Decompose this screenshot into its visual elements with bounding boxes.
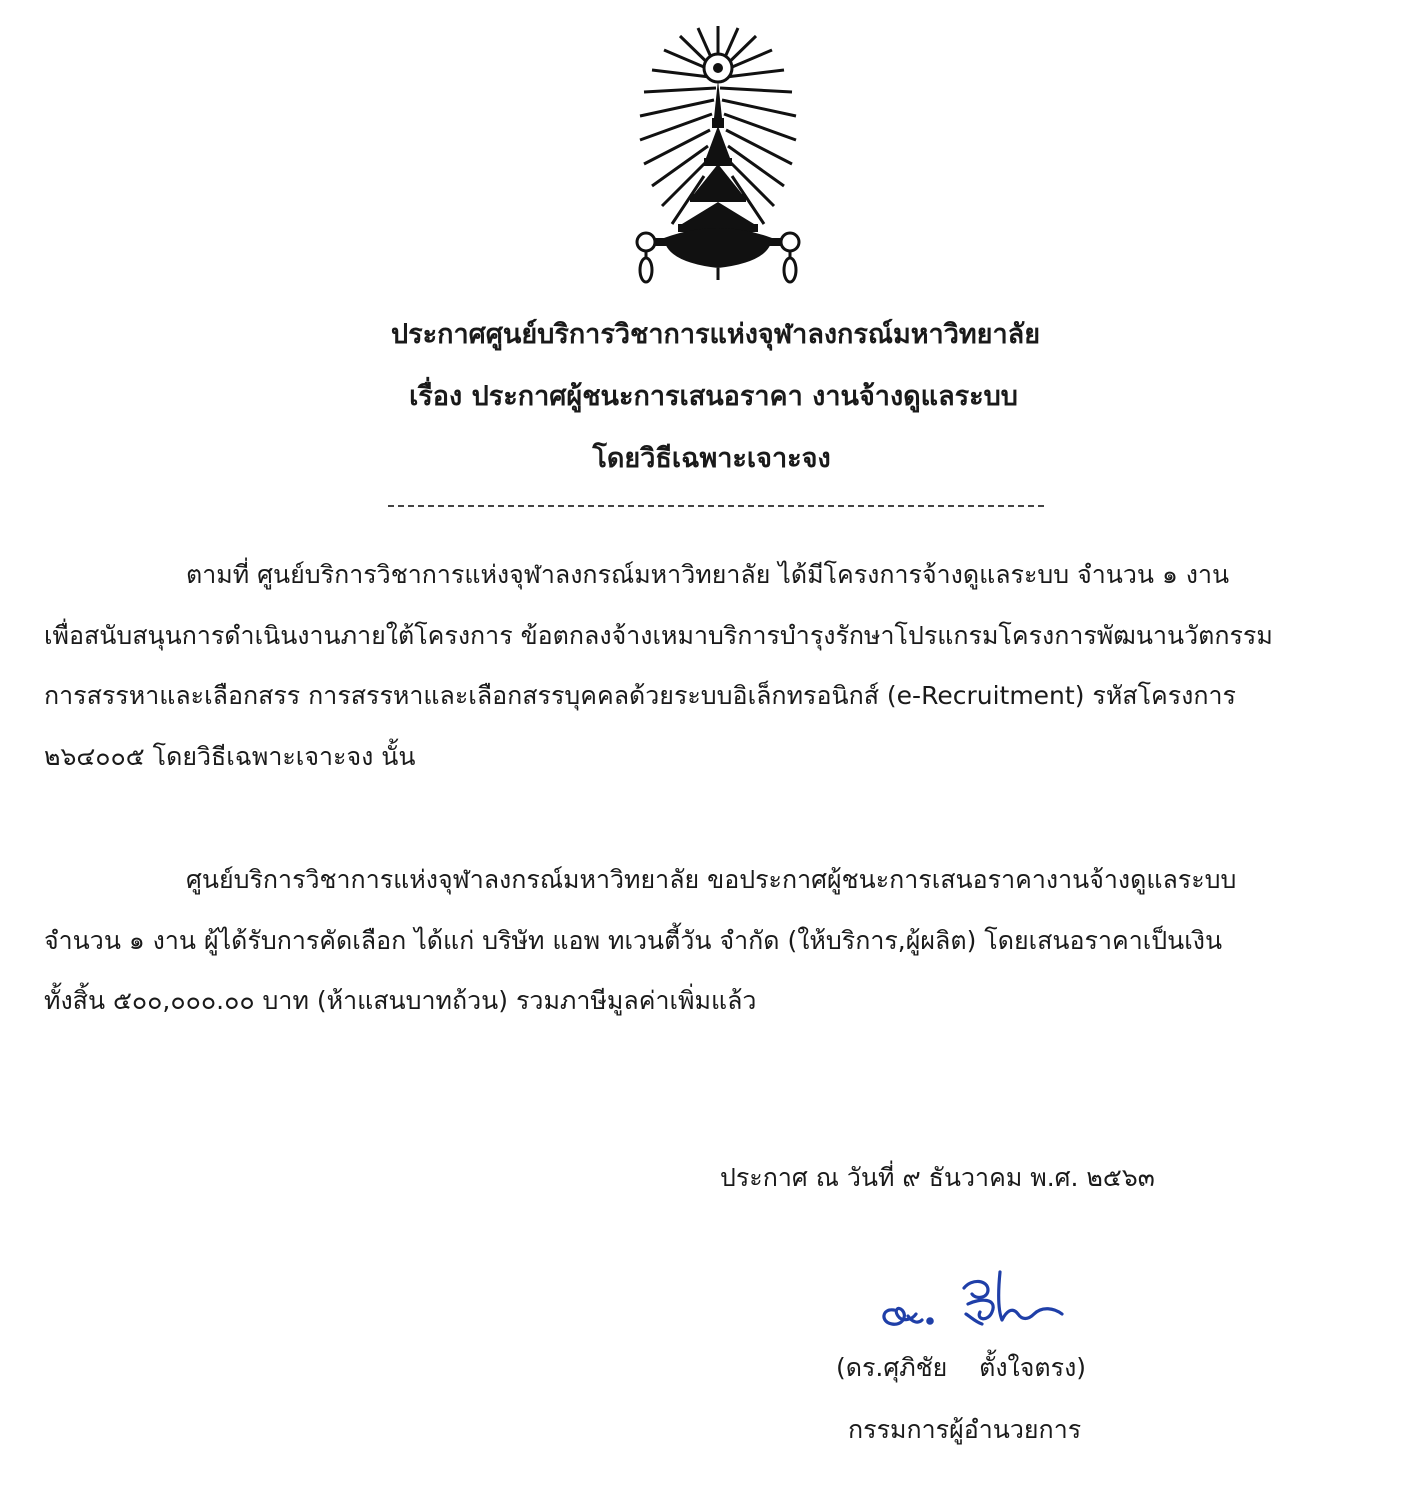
signer-position: กรรมการผู้อำนวยการ: [848, 1415, 1082, 1444]
announcement-date: ประกาศ ณ วันที่ ๙ ธันวาคม พ.ศ. ๒๕๖๓: [720, 1163, 1155, 1192]
university-seal-emblem: [620, 18, 816, 294]
paragraph-line: ตามที่ ศูนย์บริการวิชาการแห่งจุฬาลงกรณ์มหาวิทยาลัย ได้มีโครงการจ้างดูแลระบบ จำนวน ๑ งาน: [186, 560, 1230, 589]
paragraph-line: จำนวน ๑ งาน ผู้ได้รับการคัดเลือก ได้แก่ บริษัท แอพ ทเวนตี้วัน จำกัด (ให้บริการ,ผู้ผลิต) โดยเสนอราคาเป็นเงิน: [44, 925, 1223, 955]
body-paragraph-2: [44, 850, 1374, 1032]
announcement-title: ประกาศศูนย์บริการวิชาการแห่งจุฬาลงกรณ์มหาวิทยาลัย: [390, 319, 1041, 350]
paragraph-line: การสรรหาและเลือกสรร การสรรหาและเลือกสรรบุคคลด้วยระบบอิเล็กทรอนิกส์ (e-Recruitment) รหัสโครงการ: [44, 681, 1236, 710]
signer-name: (ดร.ศุภิชัย ตั้งใจตรง): [836, 1353, 1087, 1382]
announcement-subject: เรื่อง ประกาศผู้ชนะการเสนอราคา งานจ้างดูแลระบบ: [409, 381, 1018, 412]
paragraph-line: ทั้งสิ้น ๕๐๐,๐๐๐.๐๐ บาท (ห้าแสนบาทถ้วน) รวมภาษีมูลค่าเพิ่มแล้ว: [44, 986, 757, 1015]
procurement-method: โดยวิธีเฉพาะเจาะจง: [592, 443, 831, 474]
handwritten-signature: [872, 1258, 1082, 1338]
paragraph-line: ๒๖๔๐๐๕ โดยวิธีเฉพาะเจาะจง นั้น: [44, 741, 416, 771]
title-divider: [388, 505, 1044, 507]
body-paragraph-1: [44, 545, 1374, 787]
paragraph-line: ศูนย์บริการวิชาการแห่งจุฬาลงกรณ์มหาวิทยาลัย ขอประกาศผู้ชนะการเสนอราคางานจ้างดูแลระบบ: [186, 865, 1237, 894]
paragraph-line: เพื่อสนับสนุนการดำเนินงานภายใต้โครงการ ข้อตกลงจ้างเหมาบริการบำรุงรักษาโปรแกรมโครงการพัฒนานวัตกรรม: [44, 620, 1273, 650]
